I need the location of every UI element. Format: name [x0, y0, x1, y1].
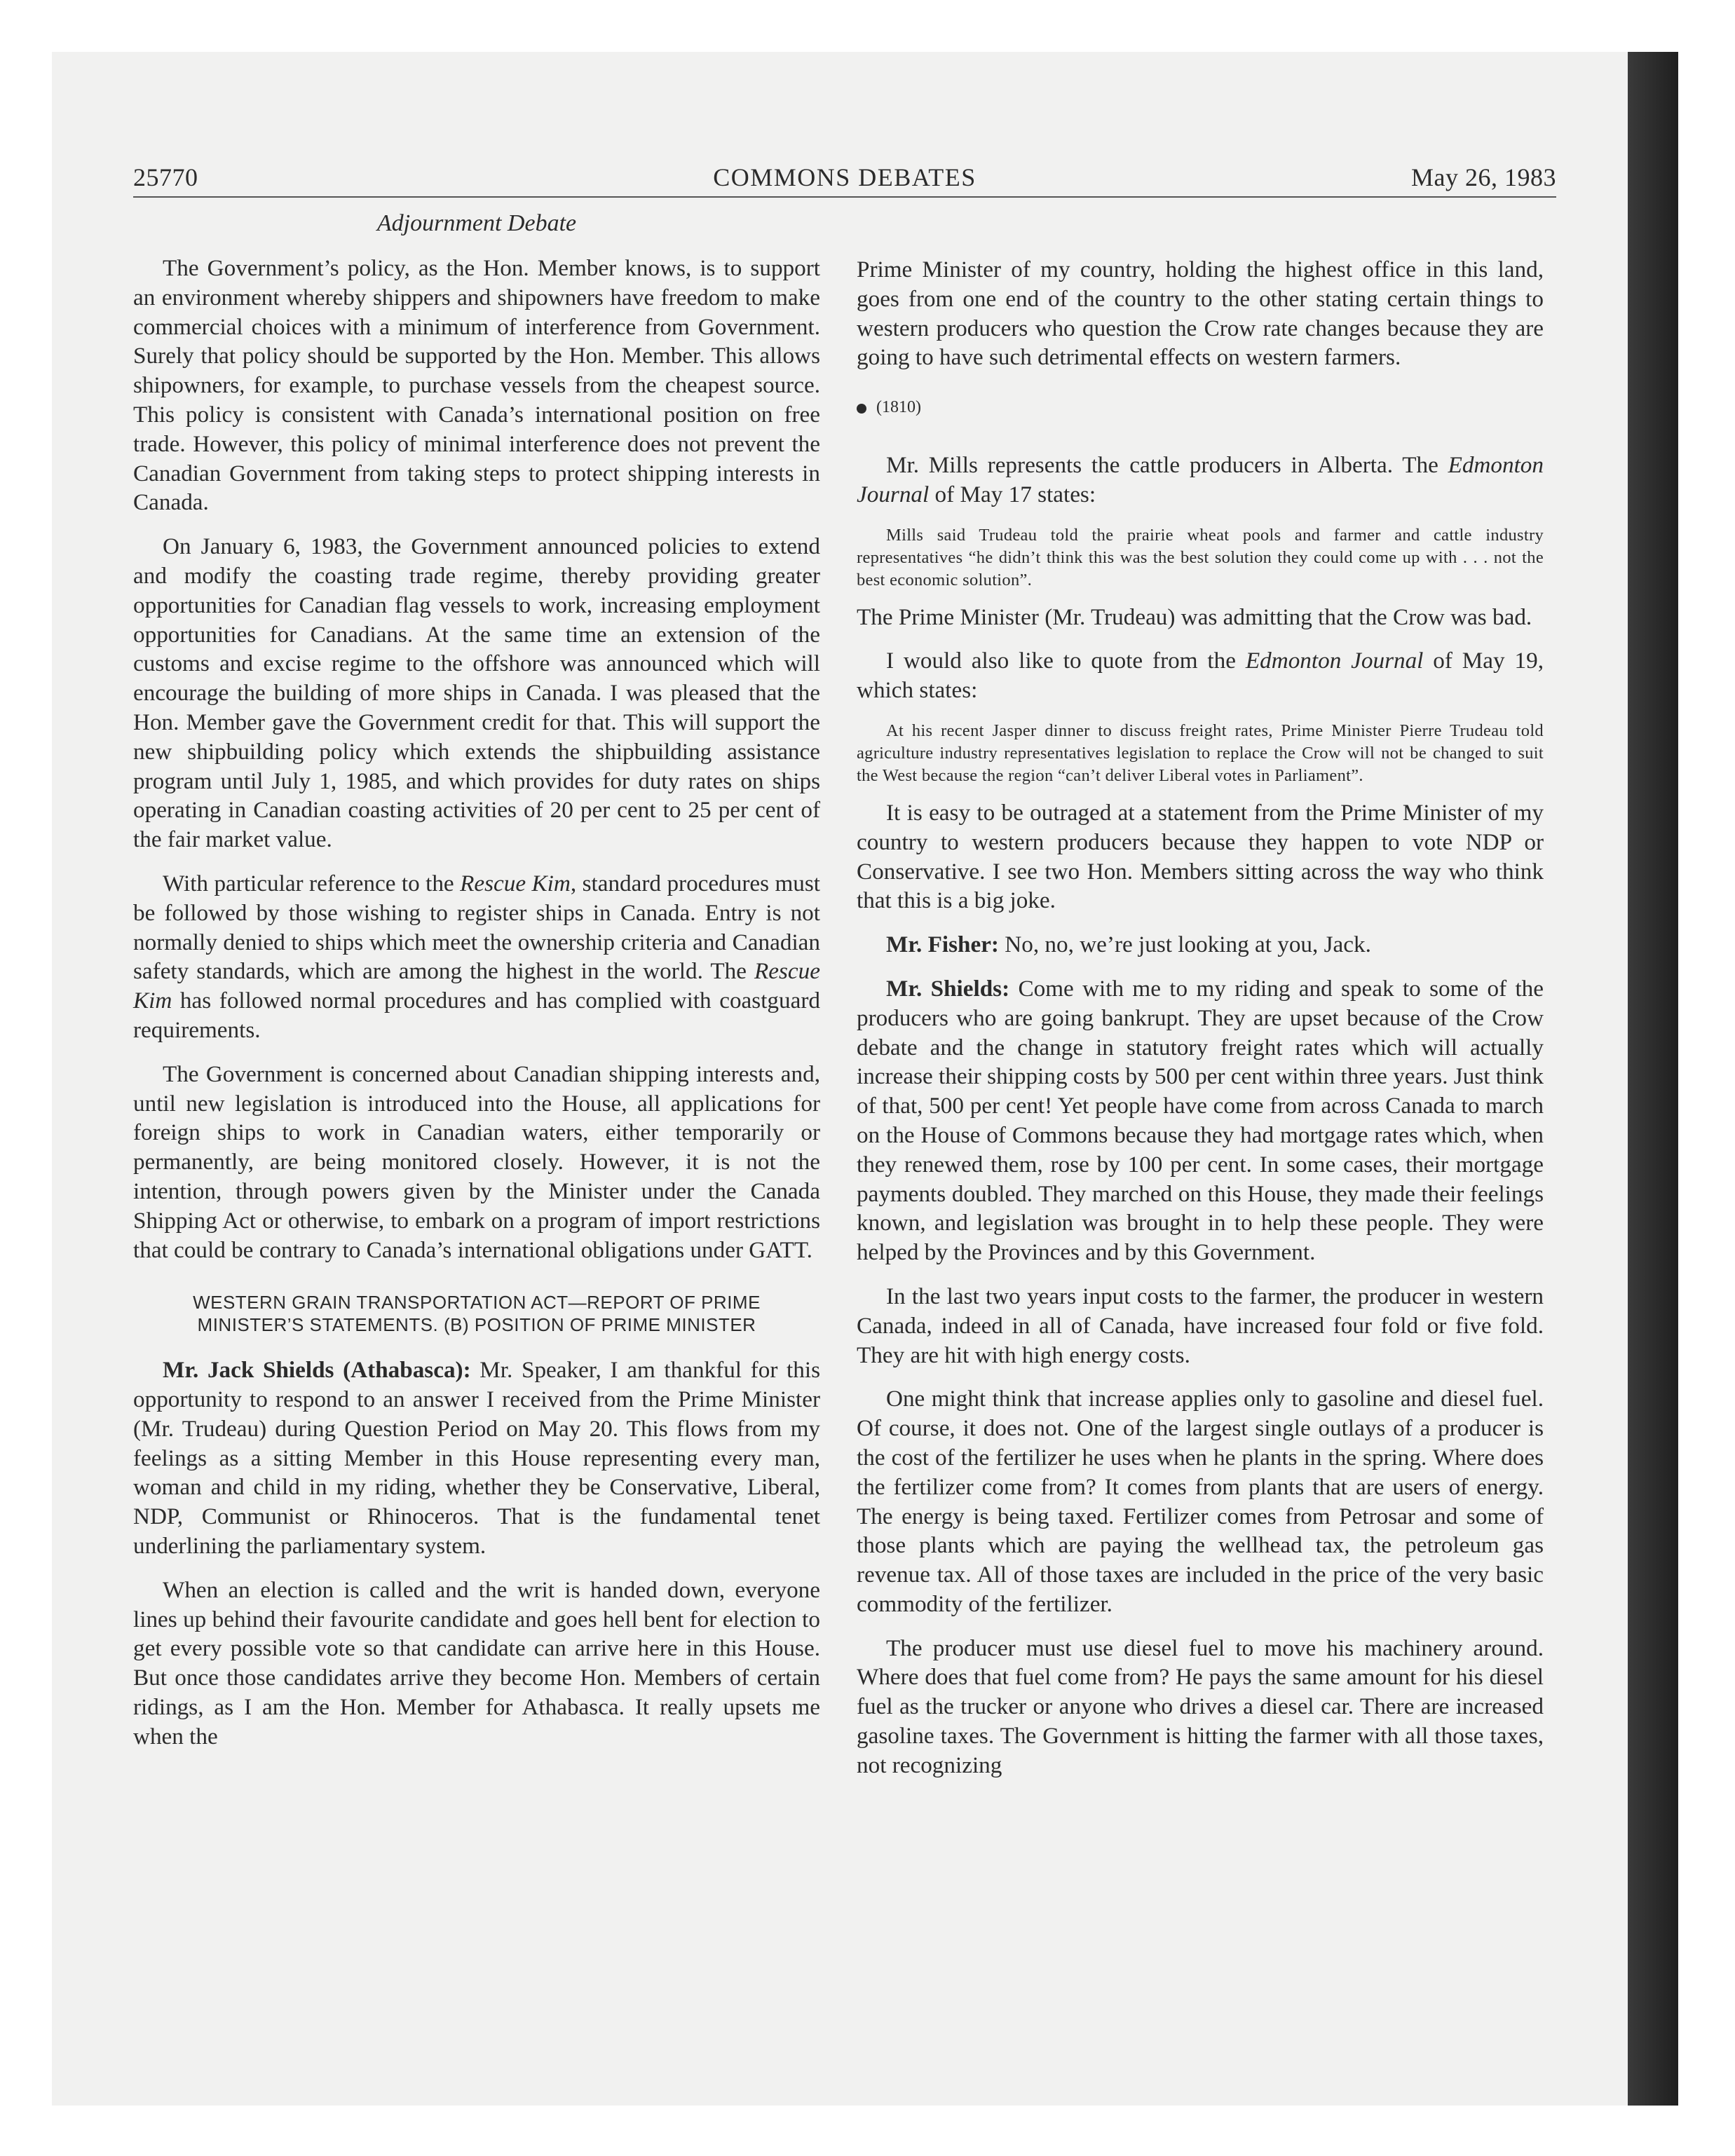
paragraph: The Government is concerned about Canadian shipping interests and, until new legislation is introduced into the House, all applications for foreign ships to work in Canadian waters, either temporarily or permanently, are being monitored closely. However, it is not the intention, through powers given by the Minister under the Canada Shipping Act or otherwise, to embark on a program of import restrictions that could be contrary to Canada’s international obligations under GATT. — [133, 1060, 820, 1263]
paragraph: In the last two years input costs to the farmer, the producer in western Canada, indeed in all of Canada, have increased four fold or five fold. They are hit with high energy costs. — [857, 1283, 1544, 1368]
speaker-name: Mr. Jack Shields (Athabasca): — [163, 1357, 471, 1384]
vessel-name: Rescue Kim — [133, 958, 820, 1014]
vessel-name: Rescue Kim — [460, 870, 571, 896]
speaker-name: Mr. Fisher: — [886, 932, 999, 958]
paragraph: Mr. Shields: Come with me to my riding and speak to some of the producers who are going bankrupt. They are upset because of the Crow debate and the change in statutory freight rates which will actually increase their shipping costs by 500 per cent within three years. Just think of that, 500 per cent! Yet people have come from across Canada to march on the House of Commons because they had mortgage rates which, when they renewed them, rose by 100 per cent. In some cases, their mortgage payments doubled. They marched on this House, they made their feelings known, and legislation was brought in to help these people. They were helped by the Provinces and by this Government. — [857, 975, 1544, 1266]
paragraph: Mr. Fisher: No, no, we’re just looking at you, Jack. — [886, 932, 1371, 958]
paragraph: On January 6, 1983, the Government announced policies to extend and modify the coasting trade regime, thereby providing greater opportunities for Canadian flag vessels to work, increasing employment opportunities for Canadians. At the same time an extension of the customs and excise regime to the offshore was announced which will encourage the building of more ships in Canada. I was pleased that the Hon. Member gave the Government credit for that. This will support the new shipbuilding policy which extends the shipbuilding assistance program until July 1, 1985, and which provides for duty rates on ships operating in Canadian coasting activities of 20 per cent to 25 per cent of the fair market value. — [133, 533, 820, 853]
paragraph: The producer must use diesel fuel to move his machinery around. Where does that fuel come from? He pays the same amount for his diesel fuel as the trucker or anyone who drives a diesel car. There are increased gasoline taxes. The Government is hitting the farmer with all those taxes, not recognizing — [857, 1635, 1544, 1778]
quotation: At his recent Jasper dinner to discuss freight rates, Prime Minister Pierre Trudeau told agriculture industry representatives legislation to replace the Crow will not be changed to suit the West because the region “can’t deliver Liberal votes in Parliament”. — [857, 721, 1544, 785]
scan-edge-shadow — [1628, 52, 1678, 2106]
paragraph: The Government’s policy, as the Hon. Member knows, is to support an environment whereby shippers and shipowners have freedom to make commercial choices with a minimum of interference from Government. Surely that policy should be supported by the Hon. Member. This allows shipowners, for example, to purchase vessels from the cheapest source. This policy is consistent with Canada’s international position on free trade. However, this policy of minimal interference does not prevent the Canadian Government from taking steps to protect shipping interests in Canada. — [133, 255, 820, 516]
paragraph: Mr. Jack Shields (Athabasca): Mr. Speaker, I am thankful for this opportunity to respond to an answer I received from the Prime Minister (Mr. Trudeau) during Question Period on May 20. This flows from my feelings as a sitting Member in this House representing every man, woman and child in my riding, whether they be Conservative, Liberal, NDP, Communist or Rhinoceros. That is the fundamental tenet underlining the parliamentary system. — [133, 1357, 820, 1560]
paragraph: With particular reference to the Rescue Kim, standard procedures must be followed by those wishing to register ships in Canada. Entry is not normally denied to ships which meet the ownership criteria and Canadian safety standards, which are among the highest in the world. The Rescue Kim has followed normal procedures and has complied with coastguard requirements. — [133, 870, 820, 1043]
page-header — [133, 163, 1556, 193]
speaker-name: Mr. Shields: — [886, 975, 1010, 1002]
paragraph: One might think that increase applies only to gasoline and diesel fuel. Of course, it does not. One of the largest single outlays of a producer is the cost of the fertilizer he uses when he plants in the spring. Where does the fertilizer come from? It comes from plants that are users of energy. The energy is being taxed. Fertilizer comes from Petrosar and some of those plants which are paying the wellhead tax, the petroleum gas revenue tax. All of those taxes are included in the price of the very basic commodity of the fertilizer. — [857, 1386, 1544, 1617]
debate-heading: WESTERN GRAIN TRANSPORTATION ACT—REPORT OF PRIME MINISTER’S STATEMENTS. (B) POSITION OF PRIME MINISTER — [193, 1292, 761, 1336]
paragraph: Prime Minister of my country, holding the highest office in this land, goes from one end of the country to the other stating certain things to western producers who question the Crow rate changes because they are going to have such detrimental effects on western farmers. — [857, 257, 1544, 371]
timestamp: (1810) — [857, 393, 1544, 423]
header-rule — [133, 196, 1556, 198]
publication-title: COMMONS DEBATES — [713, 163, 977, 191]
right-column — [857, 255, 1544, 1795]
section-label: Adjournment Debate — [376, 210, 577, 236]
paragraph: Mr. Mills represents the cattle producers in Alberta. The Edmonton Journal of May 17 states: — [857, 451, 1544, 507]
left-column — [133, 254, 820, 1766]
bullet-icon — [857, 404, 866, 414]
paragraph: The Prime Minister (Mr. Trudeau) was admitting that the Crow was bad. — [857, 603, 1532, 630]
paragraph: I would also like to quote from the Edmonton Journal of May 19, which states: — [857, 648, 1544, 704]
page-number: 25770 — [133, 163, 198, 191]
newspaper-name: Edmonton Journal — [857, 451, 1544, 507]
quotation: Mills said Trudeau told the prairie wheat pools and farmer and cattle industry representatives “he didn’t think this was the best solution they could come up with . . . not the best economic solution”. — [857, 525, 1544, 589]
newspaper-name: Edmonton Journal — [1245, 648, 1424, 674]
paragraph: It is easy to be outraged at a statement from the Prime Minister of my country to western producers because they happen to vote NDP or Conservative. I see two Hon. Members sitting across the way who think that this is a big joke. — [857, 799, 1544, 914]
publication-date: May 26, 1983 — [1411, 163, 1556, 191]
paragraph: When an election is called and the writ is handed down, everyone lines up behind their favourite candidate and goes hell bent for election to get every possible vote so that candidate can arrive here in this House. But once those candidates arrive they become Hon. Members of certain ridings, as I am the Hon. Member for Athabasca. It really upsets me when the — [133, 1576, 820, 1749]
